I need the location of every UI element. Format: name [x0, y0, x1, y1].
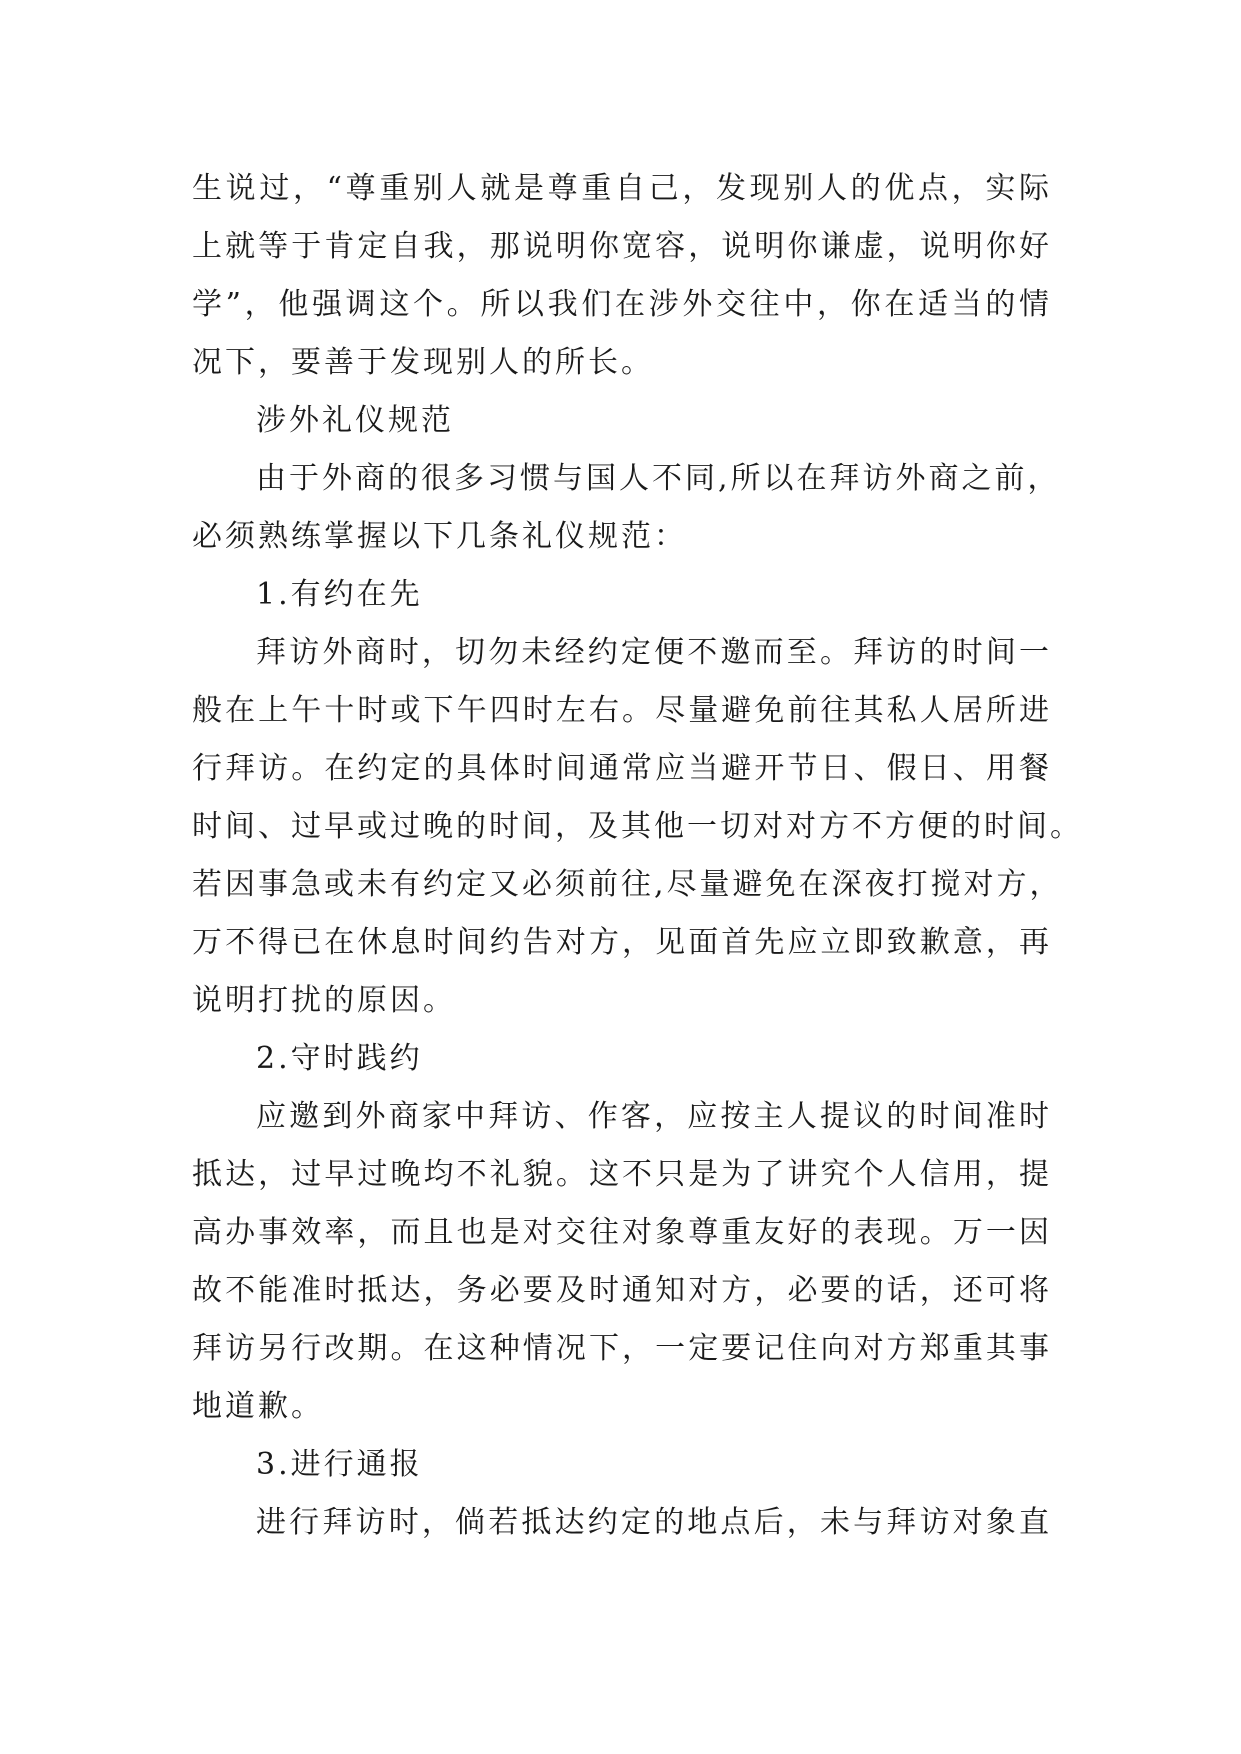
text-line: 地道歉。	[192, 1389, 324, 1424]
subsection-heading: 1.有约在先	[256, 577, 423, 612]
text-line: 上就等于肯定自我，那说明你宽容，说明你谦虚，说明你好	[192, 229, 1052, 264]
subsection-heading: 2.守时践约	[256, 1041, 423, 1076]
text-line: 故不能准时抵达，务必要及时通知对方，必要的话，还可将	[192, 1273, 1052, 1308]
text-line: 生说过，“尊重别人就是尊重自己，发现别人的优点，实际	[192, 171, 1052, 206]
text-line: 应邀到外商家中拜访、作客，应按主人提议的时间准时	[256, 1099, 1052, 1134]
text-line: 进行拜访时，倘若抵达约定的地点后，未与拜访对象直	[256, 1505, 1052, 1540]
text-line: 抵达，过早过晚均不礼貌。这不只是为了讲究个人信用，提	[192, 1157, 1052, 1192]
text-line: 万不得已在休息时间约告对方，见面首先应立即致歉意，再	[192, 925, 1052, 960]
text-line: 高办事效率，而且也是对交往对象尊重友好的表现。万一因	[192, 1215, 1052, 1250]
text-line: 时间、过早或过晚的时间，及其他一切对对方不方便的时间。	[192, 809, 1083, 844]
text-line: 般在上午十时或下午四时左右。尽量避免前往其私人居所进	[192, 693, 1052, 728]
text-line: 拜访另行改期。在这种情况下，一定要记住向对方郑重其事	[192, 1331, 1052, 1366]
text-line: 拜访外商时，切勿未经约定便不邀而至。拜访的时间一	[256, 635, 1052, 670]
document-body	[192, 160, 1083, 1552]
text-line: 必须熟练掌握以下几条礼仪规范：	[192, 519, 687, 554]
text-line: 由于外商的很多习惯与国人不同,所以在拜访外商之前，	[256, 461, 1061, 496]
text-line: 若因事急或未有约定又必须前往,尽量避免在深夜打搅对方，	[192, 867, 1063, 902]
text-line: 况下，要善于发现别人的所长。	[192, 345, 654, 380]
subsection-heading: 3.进行通报	[256, 1447, 423, 1482]
text-line: 行拜访。在约定的具体时间通常应当避开节日、假日、用餐	[192, 751, 1052, 786]
text-line: 说明打扰的原因。	[192, 983, 456, 1018]
text-line: 学”，他强调这个。所以我们在涉外交往中，你在适当的情	[192, 287, 1052, 322]
section-heading: 涉外礼仪规范	[256, 403, 454, 438]
